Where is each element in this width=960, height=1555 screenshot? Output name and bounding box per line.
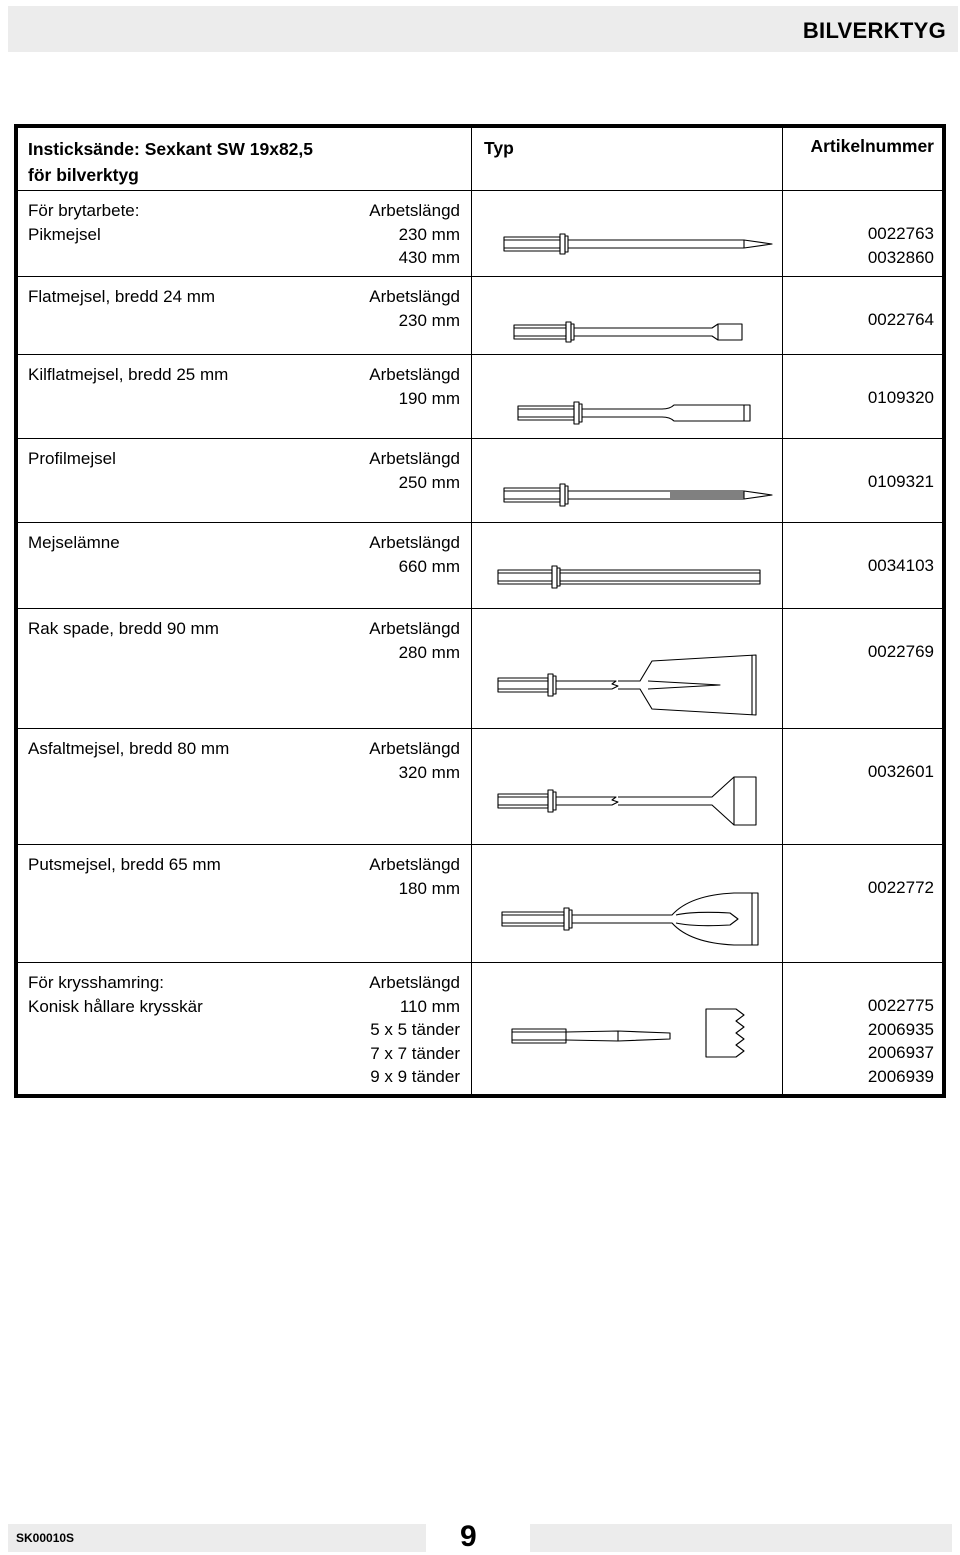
article-number: 0109321 — [867, 472, 934, 491]
article-number: 0022763 0032860 — [867, 224, 934, 267]
pointed-chisel-icon — [494, 233, 784, 255]
article-number: 0022764 — [867, 310, 934, 329]
flat-chisel-icon — [494, 321, 784, 343]
table-row — [18, 355, 942, 438]
article-number: 0022769 — [867, 642, 934, 661]
footer-bar-right — [530, 1524, 952, 1552]
article-number: 0032601 — [867, 762, 934, 781]
page-number: 9 — [460, 1520, 477, 1553]
tool-description: Rak spade, bredd 90 mm — [28, 619, 219, 638]
table-row — [18, 845, 942, 962]
asphalt-chisel-icon — [494, 773, 784, 829]
bush-hammer-icon — [494, 1005, 784, 1065]
working-length: Arbetslängd 660 mm — [369, 533, 460, 576]
tool-description: Asfaltmejsel, bredd 80 mm — [28, 739, 230, 758]
tool-description: Putsmejsel, bredd 65 mm — [28, 855, 221, 874]
article-number: 0022772 — [867, 878, 934, 897]
tool-description: För krysshamring: Konisk hållare krysskär — [28, 973, 203, 1016]
working-length: Arbetslängd 180 mm — [369, 855, 460, 898]
article-number: 0022775 2006935 2006937 2006939 — [867, 996, 934, 1086]
wedge-flat-chisel-icon — [494, 401, 784, 425]
working-length: Arbetslängd 280 mm — [369, 619, 460, 662]
plaster-chisel-icon — [494, 889, 784, 949]
footer-bar-left — [8, 1524, 426, 1552]
page-title: BILVERKTYG — [802, 18, 946, 43]
chisel-blank-icon — [494, 565, 784, 589]
table-row — [18, 439, 942, 522]
working-length: Arbetslängd 320 mm — [369, 739, 460, 782]
profile-chisel-icon — [494, 483, 784, 507]
document-code: SK00010S — [16, 1531, 75, 1545]
working-length: Arbetslängd 230 mm — [369, 287, 460, 330]
page-header-bar — [8, 6, 958, 52]
table-row — [18, 277, 942, 354]
table-header-shank: Insticksände: Sexkant SW 19x82,5 för bilverktyg — [28, 139, 313, 185]
table-row — [18, 963, 942, 1094]
working-length: Arbetslängd 250 mm — [369, 449, 460, 492]
table-row — [18, 609, 942, 728]
table-row — [18, 191, 942, 276]
table-row — [18, 523, 942, 608]
tool-description: Mejselämne — [28, 533, 120, 552]
tool-description: För brytarbete: Pikmejsel — [28, 201, 140, 244]
article-number: 0034103 — [867, 556, 934, 575]
working-length: Arbetslängd 230 mm 430 mm — [369, 201, 460, 267]
article-number: 0109320 — [867, 388, 934, 407]
tool-description: Flatmejsel, bredd 24 mm — [28, 287, 216, 306]
working-length: Arbetslängd 110 mm 5 x 5 tänder 7 x 7 tänder 9 x 9 tänder — [369, 973, 460, 1086]
tool-description: Kilflatmejsel, bredd 25 mm — [28, 365, 229, 384]
straight-spade-icon — [494, 653, 784, 717]
working-length: Arbetslängd 190 mm — [369, 365, 460, 408]
table-header-type: Typ — [484, 138, 514, 158]
tool-table — [14, 124, 946, 1098]
tool-description: Profilmejsel — [28, 449, 116, 468]
table-header-article-number: Artikelnummer — [810, 136, 934, 156]
table-row — [18, 729, 942, 844]
